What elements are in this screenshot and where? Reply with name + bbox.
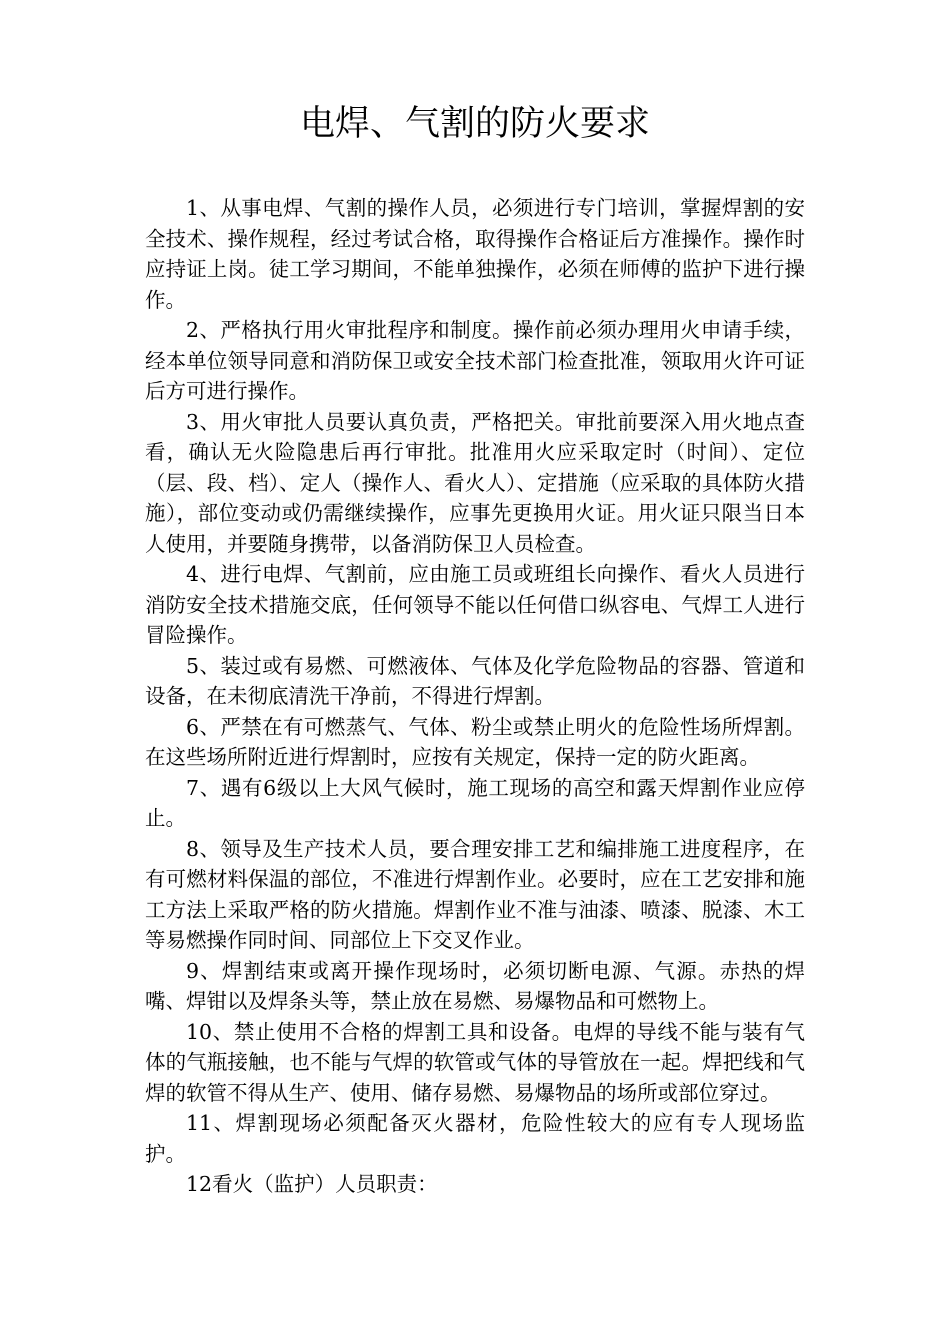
paragraph-12: 12看火（监护）人员职责： (186, 1172, 438, 1196)
paragraph-1: 1、从事电焊、气割的操作人员，必须进行专门培训，掌握焊割的安全技术、操作规程，经过考试合格，取得操作合格证后方准操作。操作时应持证上岗。徒工学习期间，不能单独操作，必须在师傅的监护下进行操作。 (145, 196, 805, 312)
paragraph-5: 5、装过或有易燃、可燃液体、气体及化学危险物品的容器、管道和设备，在未彻底清洗干净前，不得进行焊割。 (145, 653, 805, 708)
paragraph-8: 8、领导及生产技术人员，要合理安排工艺和编排施工进度程序，在有可燃材料保温的部位，不准进行焊割作业。必要时，应在工艺安排和施工方法上采取严格的防火措施。焊割作业不准与油漆、喷漆、脱漆、木工等易燃操作同时间、同部位上下交叉作业。 (145, 836, 805, 952)
paragraph-4: 4、进行电焊、气割前，应由施工员或班组长向操作、看火人员进行消防安全技术措施交底，任何领导不能以任何借口纵容电、气焊工人进行冒险操作。 (145, 562, 805, 647)
paragraph-2: 2、严格执行用火审批程序和制度。操作前必须办理用火申请手续，经本单位领导同意和消防保卫或安全技术部门检查批准，领取用火许可证后方可进行操作。 (145, 318, 805, 403)
document-body (145, 193, 805, 1200)
document-title: 电焊、气割的防火要求 (299, 104, 650, 144)
paragraph-11: 11、焊割现场必须配备灭火器材，危险性较大的应有专人现场监护。 (145, 1111, 805, 1166)
paragraph-7: 7、遇有6级以上大风气候时，施工现场的高空和露天焊割作业应停止。 (145, 775, 805, 830)
paragraph-3: 3、用火审批人员要认真负责，严格把关。审批前要深入用火地点查看，确认无火险隐患后再行审批。批准用火应采取定时（时间）、定位（层、段、档）、定人（操作人、看火人）、定措施（应采取的具体防火措施），部位变动或仍需继续操作，应事先更换用火证。用火证只限当日本人使用，并要随身携带，以备消防保卫人员检查。 (145, 409, 805, 556)
paragraph-9: 9、焊割结束或离开操作现场时，必须切断电源、气源。赤热的焊嘴、焊钳以及焊条头等，禁止放在易燃、易爆物品和可燃物上。 (145, 958, 805, 1013)
paragraph-10: 10、禁止使用不合格的焊割工具和设备。电焊的导线不能与装有气体的气瓶接触，也不能与气焊的软管或气体的导管放在一起。焊把线和气焊的软管不得从生产、使用、储存易燃、易爆物品的场所或部位穿过。 (145, 1019, 805, 1105)
paragraph-6: 6、严禁在有可燃蒸气、气体、粉尘或禁止明火的危险性场所焊割。在这些场所附近进行焊割时，应按有关规定，保持一定的防火距离。 (145, 714, 805, 769)
